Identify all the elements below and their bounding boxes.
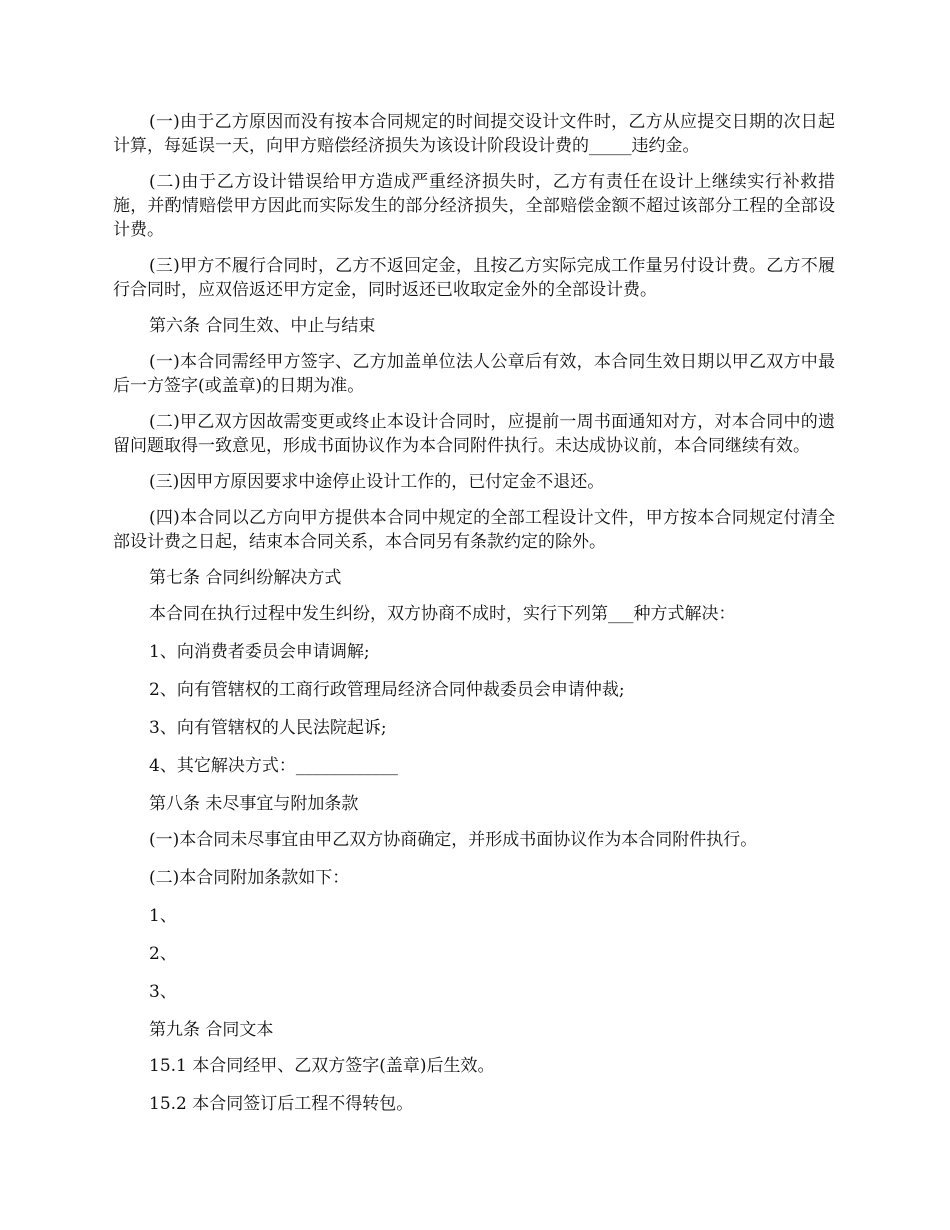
list-item: 1、 [149, 906, 177, 926]
clause-paragraph: (一)由于乙方原因而没有按本合同规定的时间提交设计文件时，乙方从应提交日期的次日起计算，每延误一天，向甲方赔偿经济损失为该设计阶段设计费的_____违约金。 [113, 112, 835, 156]
article-heading: 第七条 合同纠纷解决方式 [149, 568, 342, 588]
document-page [113, 110, 835, 1130]
clause-paragraph: (三)甲方不履行合同时，乙方不返回定金，且按乙方实际完成工作量另付设计费。乙方不履行合同时，应双倍返还甲方定金，同时返还已收取定金外的全部设计费。 [113, 256, 835, 300]
clause-paragraph: (四)本合同以乙方向甲方提供本合同中规定的全部工程设计文件，甲方按本合同规定付清全部设计费之日起，结束本合同关系，本合同另有条款约定的除外。 [113, 508, 835, 552]
clause-paragraph: 本合同在执行过程中发生纠纷，双方协商不成时，实行下列第___种方式解决： [149, 604, 736, 624]
clause-paragraph: (二)由于乙方设计错误给甲方造成严重经济损失时，乙方有责任在设计上继续实行补救措施，并酌情赔偿甲方因此而实际发生的部分经济损失，全部赔偿金额不超过该部分工程的全部设计费。 [113, 172, 835, 240]
clause-paragraph: (二)甲乙双方因故需变更或终止本设计合同时，应提前一周书面通知对方，对本合同中的遗留问题取得一致意见，形成书面协议作为本合同附件执行。未达成协议前，本合同继续有效。 [113, 412, 835, 456]
article-heading: 第六条 合同生效、中止与结束 [149, 316, 376, 336]
list-item: 3、 [149, 982, 177, 1002]
clause-paragraph: (二)本合同附加条款如下： [149, 868, 350, 888]
clause-paragraph: 15.1 本合同经甲、乙双方签字(盖章)后生效。 [149, 1056, 495, 1076]
clause-paragraph: (一)本合同需经甲方签字、乙方加盖单位法人公章后有效，本合同生效日期以甲乙双方中最后一方签字(或盖章)的日期为准。 [113, 352, 835, 396]
list-item: 2、 [149, 944, 177, 964]
clause-paragraph: (一)本合同未尽事宜由甲乙双方协商确定，并形成书面协议作为本合同附件执行。 [149, 830, 758, 850]
list-item: 4、其它解决方式：____________ [149, 756, 398, 776]
article-heading: 第九条 合同文本 [149, 1020, 274, 1040]
clause-paragraph: (三)因甲方原因要求中途停止设计工作的，已付定金不退还。 [149, 472, 605, 492]
list-item: 2、向有管辖权的工商行政管理局经济合同仲裁委员会申请仲裁; [149, 680, 625, 700]
article-heading: 第八条 未尽事宜与附加条款 [149, 794, 359, 814]
list-item: 3、向有管辖权的人民法院起诉; [149, 718, 387, 738]
list-item: 1、向消费者委员会申请调解; [149, 642, 370, 662]
clause-paragraph: 15.2 本合同签订后工程不得转包。 [149, 1094, 414, 1114]
